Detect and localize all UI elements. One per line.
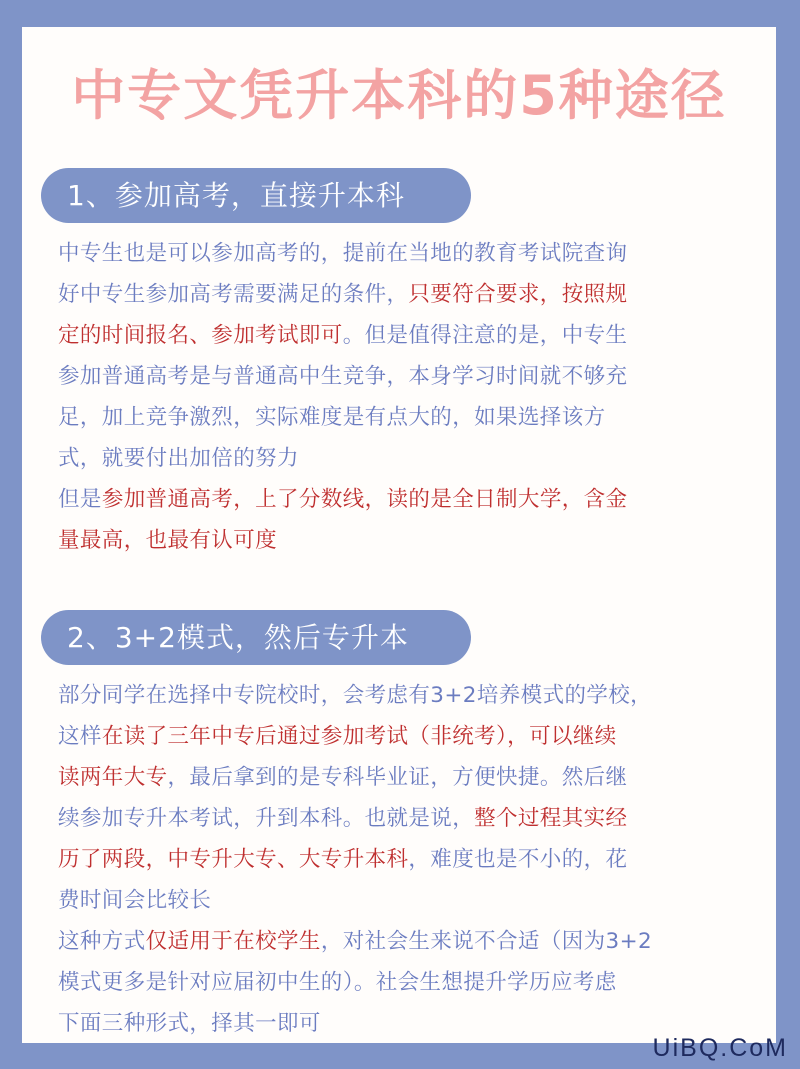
text-span: 费时间会比较长: [58, 888, 212, 913]
section-body-1: [58, 233, 748, 561]
body-line: [58, 274, 748, 315]
text-span: 足，加上竞争激烈，实际难度是有点大的，如果选择该方: [58, 405, 606, 430]
text-span: ，最后拿到的是专科毕业证，方便快捷。然后继: [167, 765, 628, 790]
text-span: 但是: [58, 487, 102, 512]
body-line: [58, 479, 748, 520]
text-span: 。但是值得注意的是，中专生: [342, 323, 628, 348]
text-span: 式，就要付出加倍的努力: [58, 446, 299, 471]
body-line: [58, 315, 748, 356]
text-span: 模式更多是针对应届初中生的）。社会生想提升学历应考虑: [58, 970, 617, 995]
highlight-text: 量最高，也最有认可度: [58, 528, 278, 553]
content-card: [22, 27, 776, 1043]
highlight-text: 只要符合要求，按照规: [408, 282, 628, 307]
text-span: ，难度也是不小的，花: [408, 847, 628, 872]
body-line: [58, 716, 748, 757]
highlight-text: 定的时间报名、参加考试即可: [58, 323, 343, 348]
body-line: [58, 356, 748, 397]
section-body-2: [58, 675, 748, 1043]
text-span: ，对社会生来说不合适（因为3+2: [320, 929, 653, 954]
highlight-text: 参加普通高考，上了分数线，读的是全日制大学，含金: [101, 487, 628, 512]
text-span: 续参加专升本考试，升到本科。也就是说，: [58, 806, 475, 831]
highlight-text: 在读了三年中专后通过参加考试（非统考），可以继续: [101, 724, 617, 749]
body-line: [58, 438, 748, 479]
section-heading-2: 2、3+2模式，然后专升本: [41, 610, 471, 665]
text-span: 部分同学在选择中专院校时，会考虑有3+2培养模式的学校，: [58, 683, 653, 708]
page-title: 中专文凭升本科的5种途径: [71, 64, 727, 127]
highlight-text: 整个过程其实经: [474, 806, 628, 831]
text-span: 下面三种形式，择其一即可: [58, 1011, 321, 1036]
section-heading-1: 1、参加高考，直接升本科: [41, 168, 471, 223]
body-line: [58, 880, 748, 921]
body-line: [58, 1003, 748, 1043]
body-line: [58, 757, 748, 798]
body-line: [58, 962, 748, 1003]
body-line: [58, 397, 748, 438]
watermark: UiBQ.CoM: [652, 1034, 788, 1062]
highlight-text: 历了两段，中专升大专、大专升本科: [58, 847, 409, 872]
body-line: [58, 839, 748, 880]
body-line: [58, 233, 748, 274]
text-span: 这种方式: [58, 929, 146, 954]
highlight-text: 读两年大专: [58, 765, 168, 790]
text-span: 这样: [58, 724, 102, 749]
highlight-text: 仅适用于在校学生: [145, 929, 321, 954]
body-line: [58, 520, 748, 561]
text-span: 参加普通高考是与普通高中生竞争，本身学习时间就不够充: [58, 364, 628, 389]
text-span: 中专生也是可以参加高考的，提前在当地的教育考试院查询: [58, 241, 628, 266]
body-line: [58, 675, 748, 716]
text-span: 好中专生参加高考需要满足的条件，: [58, 282, 409, 307]
body-line: [58, 921, 748, 962]
body-line: [58, 798, 748, 839]
